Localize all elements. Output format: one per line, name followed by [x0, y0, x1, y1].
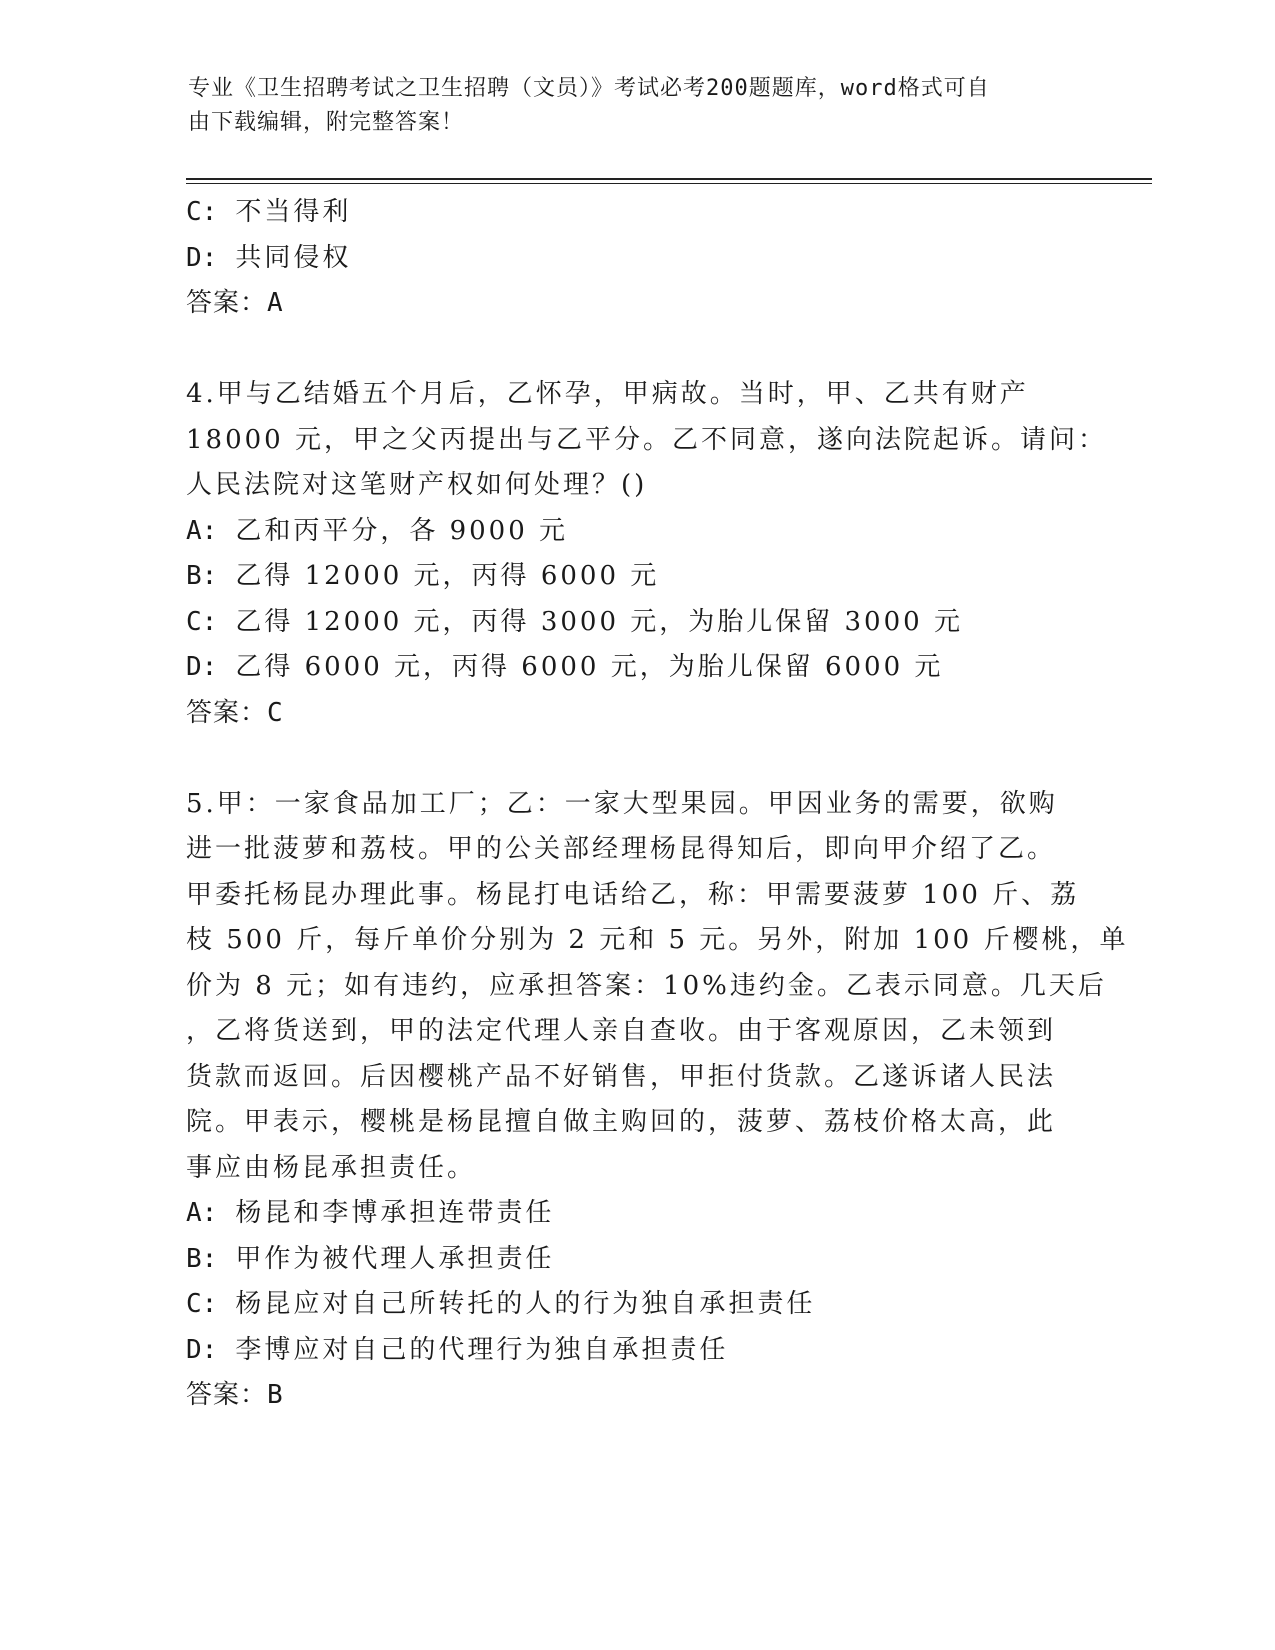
option-key: B: — [186, 1243, 218, 1274]
question-stem-line: 人民法院对这笔财产权如何处理？() — [186, 470, 648, 500]
option-text: 乙得 12000 元，丙得 3000 元，为胎儿保留 3000 元 — [235, 606, 963, 637]
option-text: 杨昆应对自己所转托的人的行为独自承担责任 — [235, 1289, 816, 1319]
option-text: 共同侵权 — [235, 242, 352, 273]
answer-label: 答案： — [186, 1380, 268, 1410]
question-content — [186, 190, 1129, 1419]
question-stem-line: 甲委托杨昆办理此事。杨昆打电话给乙，称：甲需要菠萝 100 斤、荔 — [186, 879, 1080, 910]
question-stem-line: ，乙将货送到，甲的法定代理人亲自查收。由于客观原因，乙未领到 — [186, 1016, 1057, 1046]
answer-label: 答案： — [186, 288, 268, 318]
option-key: C: — [186, 606, 218, 637]
question-stem-line: 18000 元，甲之父丙提出与乙平分。乙不同意，遂向法院起诉。请问： — [186, 424, 1107, 455]
answer-value: A — [267, 288, 284, 318]
option-a — [186, 1191, 1086, 1237]
option-key: D: — [186, 652, 218, 682]
header-divider-thin — [186, 183, 1152, 184]
answer-label: 答案： — [186, 697, 268, 728]
option-key: A: — [186, 1198, 218, 1228]
question-4 — [186, 372, 1107, 736]
option-d — [186, 645, 1086, 691]
answer-line — [186, 1373, 1086, 1419]
option-c — [186, 600, 1086, 646]
option-text: 乙得 6000 元，丙得 6000 元，为胎儿保留 6000 元 — [235, 652, 944, 682]
header-divider-thick — [186, 178, 1152, 180]
question-stem-line: 5.甲：一家食品加工厂；乙：一家大型果园。甲因业务的需要，欲购 — [186, 788, 1058, 819]
option-d — [186, 236, 1086, 282]
spacer — [186, 327, 1086, 373]
option-c — [186, 190, 1086, 236]
question-3-tail — [186, 190, 1086, 327]
header-line-2: 由下载编辑，附完整答案！ — [188, 110, 465, 135]
header-line-1: 专业《卫生招聘考试之卫生招聘（文员）》考试必考200题题库，word格式可自 — [188, 76, 990, 101]
answer-line — [186, 691, 1086, 737]
spacer — [186, 736, 1086, 782]
option-b — [186, 1237, 1086, 1283]
question-stem-line: 枝 500 斤，每斤单价分别为 2 元和 5 元。另外，附加 100 斤樱桃，单 — [186, 925, 1129, 955]
question-stem-line: 4.甲与乙结婚五个月后，乙怀孕，甲病故。当时，甲、乙共有财产 — [186, 379, 1029, 409]
answer-line — [186, 281, 1086, 327]
document-header — [188, 72, 1068, 140]
option-key: C: — [186, 1289, 218, 1319]
option-key: D: — [186, 1334, 218, 1365]
option-text: 乙得 12000 元，丙得 6000 元 — [235, 561, 660, 591]
question-stem-line: 货款而返回。后因樱桃产品不好销售，甲拒付货款。乙遂诉诸人民法 — [186, 1061, 1057, 1092]
question-stem-line: 院。甲表示，樱桃是杨昆擅自做主购回的，菠萝、荔枝价格太高，此 — [186, 1107, 1057, 1137]
option-text: 乙和丙平分，各 9000 元 — [235, 515, 569, 546]
question-stem-line: 事应由杨昆承担责任。 — [186, 1152, 477, 1183]
option-text: 甲作为被代理人承担责任 — [235, 1243, 555, 1274]
question-5 — [186, 782, 1129, 1419]
option-key: C: — [186, 197, 218, 227]
question-stem-line: 进一批菠萝和荔枝。甲的公关部经理杨昆得知后，即向甲介绍了乙。 — [186, 834, 1057, 864]
option-text: 杨昆和李博承担连带责任 — [235, 1198, 555, 1228]
option-a — [186, 509, 1086, 555]
option-key: D: — [186, 242, 218, 273]
option-key: B: — [186, 561, 218, 591]
option-d — [186, 1328, 1086, 1374]
option-key: A: — [186, 515, 218, 546]
answer-value: C — [267, 697, 284, 728]
option-c — [186, 1282, 1086, 1328]
option-text: 李博应对自己的代理行为独自承担责任 — [235, 1334, 729, 1365]
answer-value: B — [267, 1380, 284, 1410]
option-b — [186, 554, 1086, 600]
question-stem-line: 价为 8 元；如有违约，应承担答案：10%违约金。乙表示同意。几天后 — [186, 970, 1107, 1001]
option-text: 不当得利 — [235, 197, 352, 227]
